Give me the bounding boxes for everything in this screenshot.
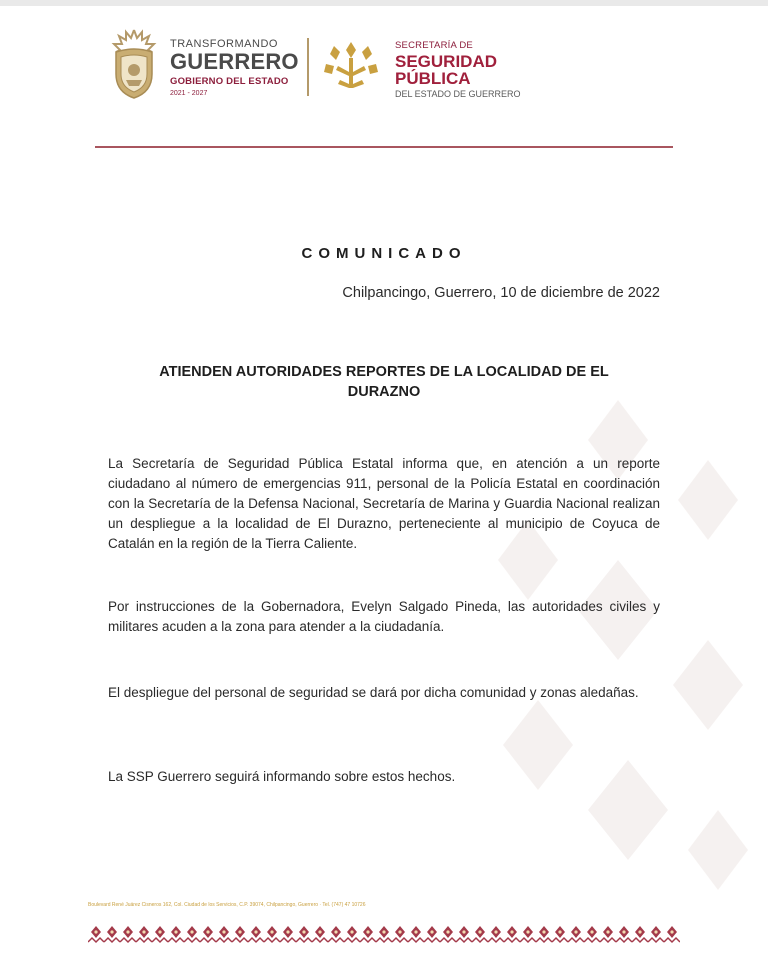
ssp-wordmark <box>395 40 521 99</box>
gov-line-1: TRANSFORMANDO <box>170 38 278 50</box>
ssp-logo <box>320 36 382 101</box>
gov-line-2: GUERRERO <box>170 49 299 74</box>
header-rule <box>95 146 673 148</box>
gov-line-4: 2021 - 2027 <box>170 90 208 97</box>
document-title: COMUNICADO <box>301 245 467 262</box>
top-bar <box>0 0 768 6</box>
headline <box>108 362 660 402</box>
paragraph-4: La SSP Guerrero seguirá informando sobre estos hechos. <box>108 769 456 784</box>
gov-line-3: GOBIERNO DEL ESTADO <box>170 76 289 87</box>
state-shield-icon <box>106 26 162 102</box>
ssp-line-3: PÚBLICA <box>395 69 471 88</box>
ssp-line-1: SECRETARÍA DE <box>395 40 473 51</box>
headline-line-1: ATIENDEN AUTORIDADES REPORTES DE LA LOCALIDAD DE EL <box>159 364 609 380</box>
footer-address: Boulevard René Juárez Cisneros 162, Col. Ciudad de los Servicios, C.P. 39074, Chilpancingo, Guerrero · Tel. (747) 47 10726 <box>88 902 366 908</box>
ssp-line-2: SEGURIDAD <box>395 52 498 71</box>
paragraph-1: La Secretaría de Seguridad Pública Estatal informa que, en atención a un reporte ciudadano al número de emergencias 911, personal de la Policía Estatal en coordinación con la Secretaría de la Defensa Nacional, Secretaría de Marina y Guardia Nacional realizan un despliegue a la localidad de El Durazno, perteneciente al municipio de Coyuca de Catalán en la región de la Tierra Caliente. <box>108 456 660 551</box>
ssp-emblem-icon <box>320 36 382 96</box>
paragraph-2: Por instrucciones de la Gobernadora, Evelyn Salgado Pineda, las autoridades civiles y militares acuden a la zona para atender a la ciudadanía. <box>108 599 660 634</box>
decorative-border-pattern <box>88 924 680 946</box>
header-divider <box>307 38 309 96</box>
dateline: Chilpancingo, Guerrero, 10 de diciembre de 2022 <box>342 285 660 301</box>
headline-line-2: DURAZNO <box>347 384 421 400</box>
guerrero-logo <box>106 26 162 107</box>
ssp-line-4: DEL ESTADO DE GUERRERO <box>395 89 521 99</box>
guerrero-wordmark <box>170 38 299 97</box>
paragraph-3: El despliegue del personal de seguridad se dará por dicha comunidad y zonas aledañas. <box>108 685 639 700</box>
